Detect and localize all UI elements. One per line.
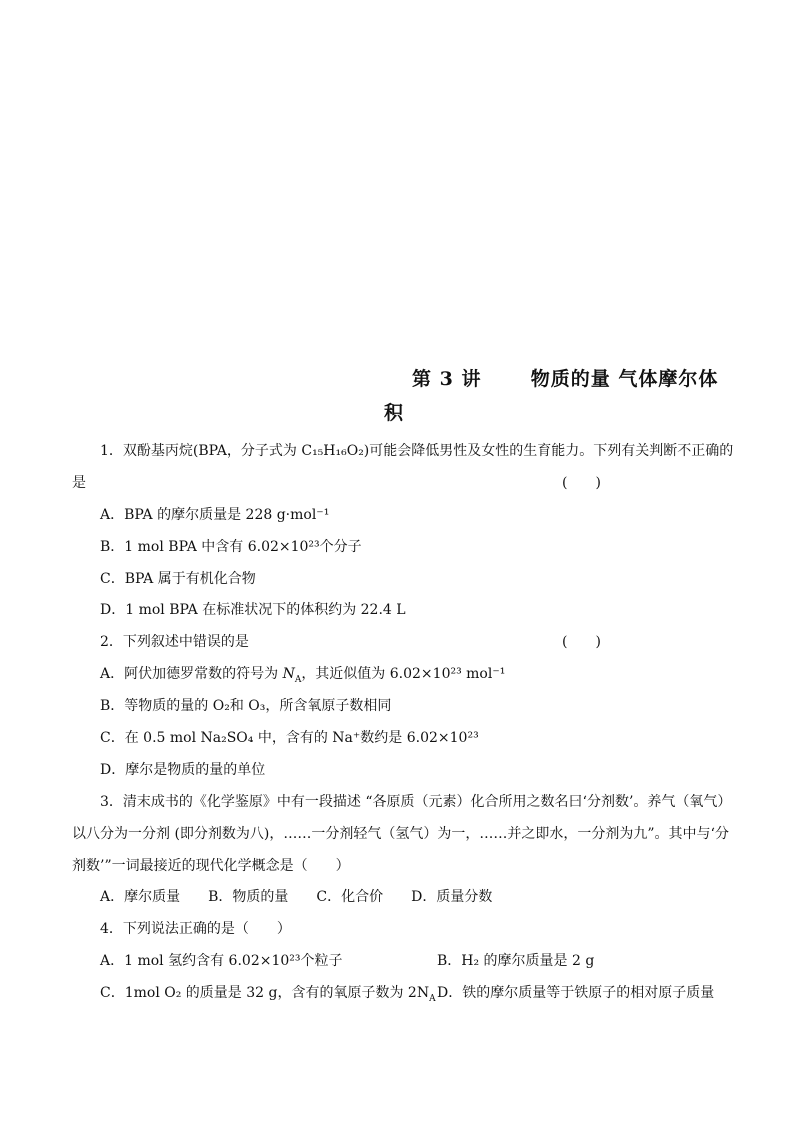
question-4-option-c [100,983,436,1003]
question-1-option-b: B．1 mol BPA 中含有 6.02×10²³个分子 [100,539,362,555]
question-3-options: A．摩尔质量 B．物质的量 C．化合价 D．质量分数 [100,889,493,905]
question-2-option-a [100,664,505,684]
question-4-option-c-text: C．1mol O₂ 的质量是 32 g，含有的氧原子数为 2N [100,985,430,1001]
lesson-title-continued: 积 [384,402,404,424]
question-3-stem: 3．清末成书的《化学鉴原》中有一段描述 “各原质（元素）化合所用之数名曰‘分剂数’。养气（氧气） [100,794,732,810]
question-2-option-b: B．等物质的量的 O₂和 O₃，所含氧原子数相同 [100,698,392,714]
question-3-stem-line-3: 剂数’”一词最接近的现代化学概念是（ ） [72,858,350,874]
question-4-stem: 4．下列说法正确的是（ ） [100,921,291,937]
question-2-option-c: C．在 0.5 mol Na₂SO₄ 中，含有的 Na⁺数约是 6.02×10²³ [100,730,479,746]
question-2-answer-blank: ( ) [562,634,601,650]
question-4-option-c-subscript: A [429,993,436,1004]
question-2-option-d: D．摩尔是物质的量的单位 [100,762,266,778]
lesson-title [412,364,752,391]
question-1-answer-blank: ( ) [562,475,601,491]
question-1-option-a: A．BPA 的摩尔质量是 228 g·mol⁻¹ [100,507,330,523]
question-1-option-c: C．BPA 属于有机化合物 [100,571,256,587]
question-1-option-d: D．1 mol BPA 在标准状况下的体积约为 22.4 L [100,602,406,618]
lesson-number: 第 3 讲 [412,368,482,390]
question-4-option-b: B．H₂ 的摩尔质量是 2 g [437,953,595,969]
question-1-stem-continued: 是 [72,475,86,491]
question-2-option-a-prefix: A．阿伏加德罗常数的符号为 [100,666,283,682]
question-2-stem: 2．下列叙述中错误的是 [100,634,249,650]
avogadro-symbol: N [282,666,295,682]
question-3-stem-line-2: 以八分为一分剂 (即分剂数为八)，……一分剂轻气（氢气）为一，……并之即水，一分剂为九”。其中与‘分 [72,826,729,842]
lesson-topic: 物质的量 气体摩尔体 [530,368,719,390]
question-4-option-d: D．铁的摩尔质量等于铁原子的相对原子质量 [437,985,715,1001]
avogadro-subscript: A [294,674,302,685]
question-1-stem: 1．双酚基丙烷(BPA，分子式为 C₁₅H₁₆O₂)可能会降低男性及女性的生育能力。下列有关判断不正确的 [100,443,734,459]
question-4-option-a: A．1 mol 氢约含有 6.02×10²³个粒子 [100,953,343,969]
question-2-option-a-suffix: ，其近似值为 6.02×10²³ mol⁻¹ [301,666,506,682]
